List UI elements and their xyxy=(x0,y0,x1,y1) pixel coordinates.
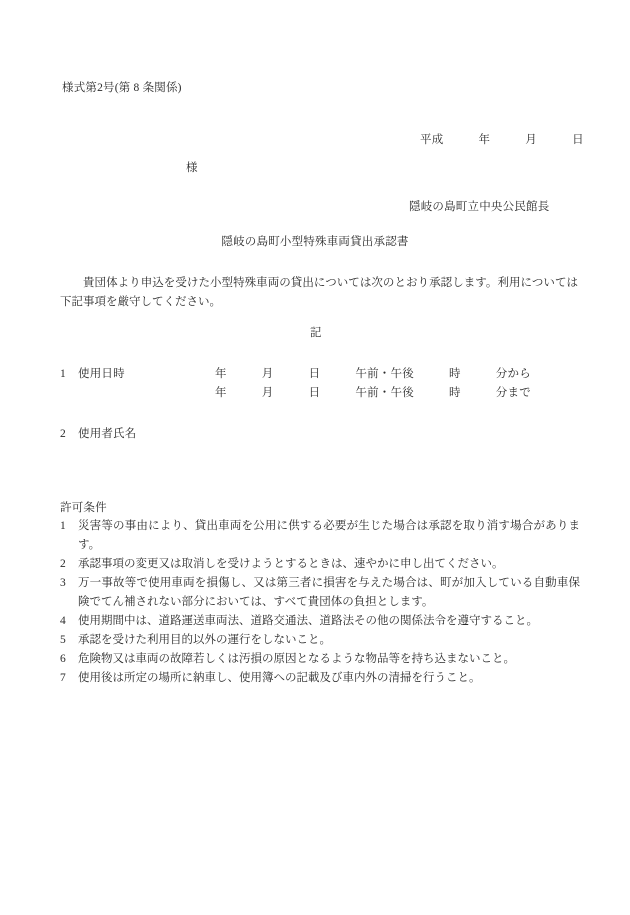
condition-text: 危険物又は車両の故障若しくは汚損の原因となるような物品等を持ち込まないこと。 xyxy=(78,653,515,665)
conditions-heading: 許可条件 xyxy=(60,502,107,514)
condition-text: 万一事故等で使用車両を損傷し、又は第三者に損害を与えた場合は、町が加入している自動車保険でてん補されない部分においては、すべて貴団体の負担とします。 xyxy=(78,577,580,608)
record-item-2-number: 2 xyxy=(60,428,66,440)
record-item-1-label: 使用日時 xyxy=(78,368,125,380)
condition-index: 1 xyxy=(60,520,66,532)
record-item-1-field-row-start: 年 月 日 午前・午後 時 分から xyxy=(215,368,531,380)
condition-text: 承認を受けた利用目的以外の運行をしないこと。 xyxy=(78,634,331,646)
record-item-2-label: 使用者氏名 xyxy=(78,428,137,440)
condition-text: 使用期間中は、道路運送車両法、道路交通法、道路法その他の関係法令を遵守すること。 xyxy=(78,615,538,627)
condition-item xyxy=(60,612,580,631)
intro-paragraph: 貴団体より申込を受けた小型特殊車両の貸出については次のとおり承認します。利用については下記事項を厳守してください。 xyxy=(60,277,578,308)
addressee-suffix: 様 xyxy=(186,162,198,174)
condition-index: 3 xyxy=(60,577,66,589)
issuer-name: 隠岐の島町立中央公民館長 xyxy=(409,201,550,213)
condition-index: 6 xyxy=(60,653,66,665)
condition-item xyxy=(60,555,580,574)
condition-index: 2 xyxy=(60,558,66,570)
condition-index: 4 xyxy=(60,615,66,627)
ki-marker: 記 xyxy=(310,327,322,339)
record-item-1-number: 1 xyxy=(60,368,66,380)
date-line: 平成 年 月 日 xyxy=(420,134,584,146)
condition-item xyxy=(60,631,580,650)
condition-item xyxy=(60,669,580,688)
condition-index: 5 xyxy=(60,634,66,646)
condition-text: 災害等の事由により、貸出車両を公用に供する必要が生じた場合は承認を取り消す場合があります。 xyxy=(78,520,580,551)
condition-item xyxy=(60,517,580,555)
conditions-list xyxy=(60,517,580,688)
record-item-1-field-row-end: 年 月 日 午前・午後 時 分まで xyxy=(215,387,531,399)
condition-text: 使用後は所定の場所に納車し、使用簿への記載及び車内外の清掃を行うこと。 xyxy=(78,672,481,684)
form-number: 様式第2号(第 8 条関係) xyxy=(62,82,182,94)
condition-item xyxy=(60,650,580,669)
condition-item xyxy=(60,574,580,612)
document-title: 隠岐の島町小型特殊車両貸出承認書 xyxy=(221,236,409,248)
condition-index: 7 xyxy=(60,672,66,684)
condition-text: 承認事項の変更又は取消しを受けようとするときは、速やかに申し出てください。 xyxy=(78,558,504,570)
